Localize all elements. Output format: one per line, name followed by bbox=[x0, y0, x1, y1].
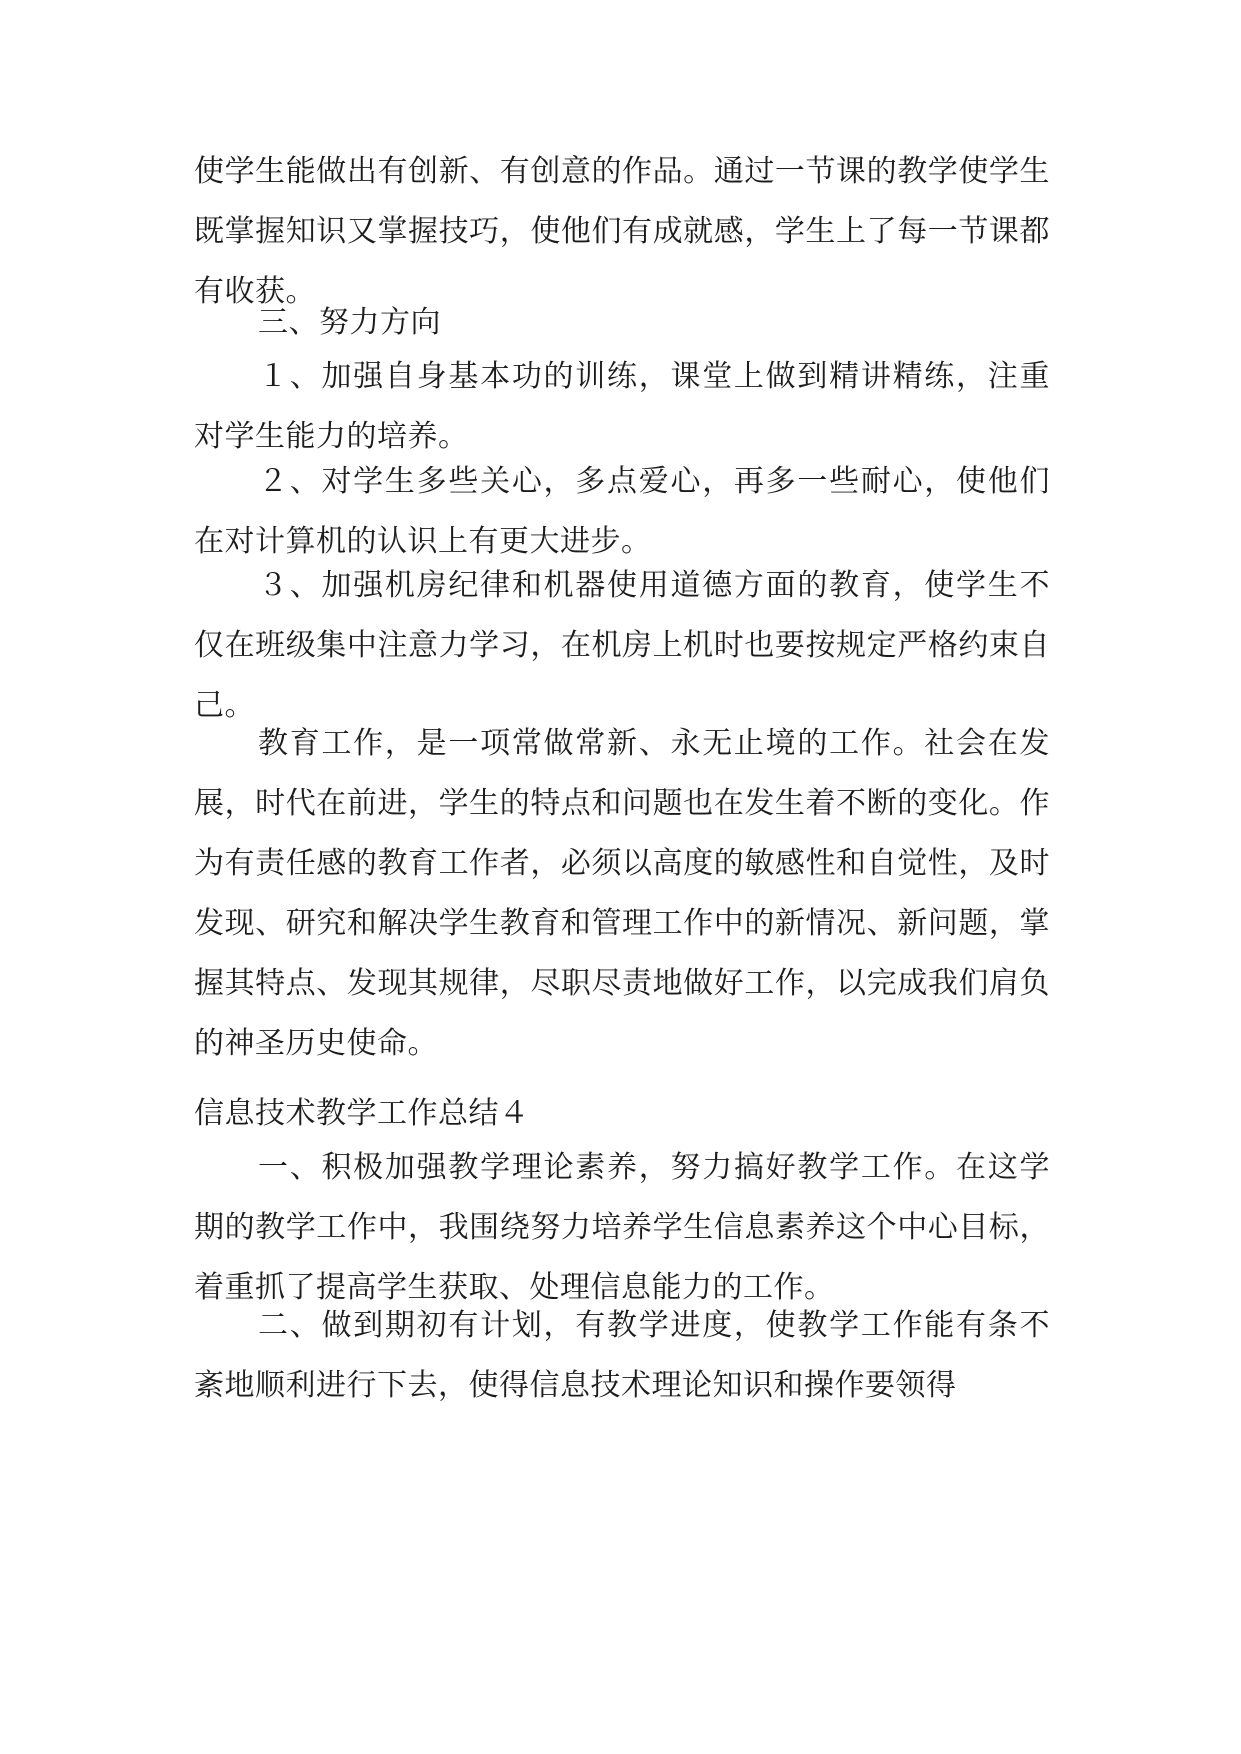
paragraph-point-1: 一、积极加强教学理论素养，努力搞好教学工作。在这学期的教学工作中，我围绕努力培养学生信息素养这个中心目标，着重抓了提高学生获取、处理信息能力的工作。 bbox=[194, 1150, 1050, 1305]
section-heading-efforts: 三、努力方向 bbox=[258, 305, 441, 340]
paragraph-point-2: 二、做到期初有计划，有教学进度，使教学工作能有条不紊地顺利进行下去，使得信息技术理论知识和操作要领得 bbox=[194, 1308, 1050, 1403]
list-item-1: １、加强自身基本功的训练，课堂上做到精讲精练，注重对学生能力的培养。 bbox=[194, 359, 1050, 454]
list-item-3: ３、加强机房纪律和机器使用道德方面的教育，使学生不仅在班级集中注意力学习，在机房上机时也要按规定严格约束自己。 bbox=[194, 568, 1050, 723]
paragraph-continuation: 使学生能做出有创新、有创意的作品。通过一节课的教学使学生既掌握知识又掌握技巧，使他们有成就感，学生上了每一节课都有收获。 bbox=[194, 154, 1050, 309]
list-item-2: ２、对学生多些关心，多点爱心，再多一些耐心，使他们在对计算机的认识上有更大进步。 bbox=[194, 464, 1050, 559]
section-title-summary-4: 信息技术教学工作总结４ bbox=[194, 1096, 530, 1131]
closing-paragraph: 教育工作，是一项常做常新、永无止境的工作。社会在发展，时代在前进，学生的特点和问题也在发生着不断的变化。作为有责任感的教育工作者，必须以高度的敏感性和自觉性，及时发现、研究和解决学生教育和管理工作中的新情况、新问题，掌握其特点、发现其规律，尽职尽责地做好工作，以完成我们肩负的神圣历史使命。 bbox=[194, 726, 1050, 1061]
